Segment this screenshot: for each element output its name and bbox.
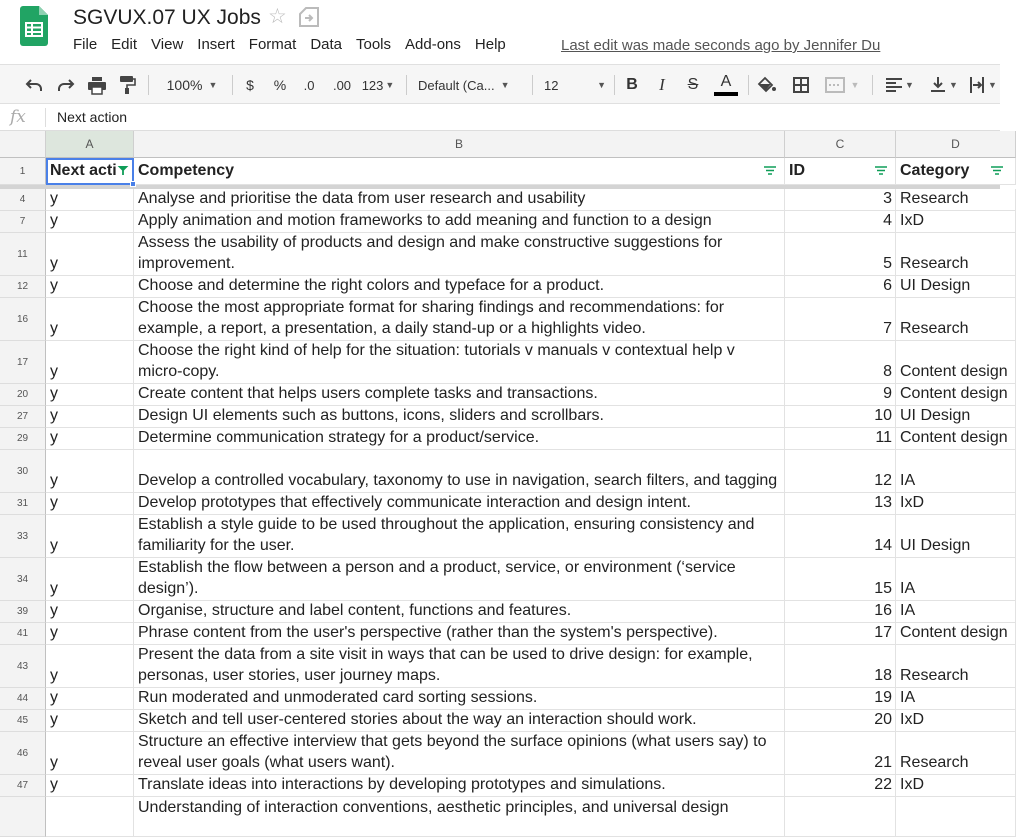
menu-tools[interactable]: Tools <box>356 36 392 53</box>
row-number[interactable]: 47 <box>0 775 46 797</box>
undo-icon <box>25 78 43 92</box>
cell-id[interactable]: 21 <box>785 732 896 775</box>
cell-competency[interactable]: Choose the right kind of help for the situation: tutorials v manuals v contextual help v micro-copy. <box>134 341 785 384</box>
align-left-icon <box>886 78 902 92</box>
cell-next-action[interactable]: y <box>46 384 134 406</box>
filter-icon[interactable] <box>764 166 776 175</box>
spreadsheet-grid <box>0 131 1008 816</box>
cell-category[interactable]: UI Design <box>896 406 1016 428</box>
chevron-down-icon: ▼ <box>597 80 606 90</box>
print-button[interactable] <box>85 65 109 105</box>
row-number[interactable]: 4 <box>0 189 46 211</box>
cell-category[interactable]: IA <box>896 601 1016 623</box>
cell-competency[interactable]: Structure an effective interview that gets beyond the surface opinions (what users say) to reveal user goals (what users want). <box>134 732 785 775</box>
cell-id[interactable]: 9 <box>785 384 896 406</box>
header-id-label: ID <box>789 162 805 179</box>
cell-next-action[interactable]: y <box>46 601 134 623</box>
menu-help[interactable]: Help <box>474 36 506 53</box>
chevron-down-icon: ▼ <box>385 80 395 90</box>
print-icon <box>88 77 106 94</box>
row-number[interactable]: 45 <box>0 710 46 732</box>
cell-category[interactable]: IA <box>896 688 1016 710</box>
toolbar-separator <box>232 75 233 95</box>
formula-divider <box>45 108 46 127</box>
cell-category[interactable]: Content design <box>896 623 1016 645</box>
text-color-letter: A <box>720 73 732 90</box>
cell-competency[interactable]: Understanding of interaction conventions, aesthetic principles, and universal design <box>134 797 785 837</box>
cell-next-action[interactable]: y <box>46 341 134 384</box>
cell-competency[interactable]: Organise, structure and label content, functions and features. <box>134 601 785 623</box>
font-family-value: Default (Ca... <box>418 77 495 93</box>
fill-handle[interactable] <box>130 181 136 187</box>
cell-id[interactable]: 20 <box>785 710 896 732</box>
fill-color-button[interactable] <box>756 65 778 105</box>
zoom-select[interactable] <box>160 65 224 105</box>
cell-competency[interactable]: Phrase content from the user's perspective (rather than the system's perspective). <box>134 623 785 645</box>
cell-competency[interactable]: Translate ideas into interactions by developing prototypes and simulations. <box>134 775 785 797</box>
cell-next-action[interactable]: y <box>46 558 134 601</box>
row-number[interactable]: 20 <box>0 384 46 406</box>
header-competency-label: Competency <box>138 162 235 179</box>
font-size-select[interactable] <box>544 65 606 105</box>
formula-input[interactable]: Next action <box>57 109 128 125</box>
column-header-a[interactable]: A <box>46 131 134 158</box>
cell-competency[interactable]: Analyse and prioritise the data from user research and usability <box>134 189 785 211</box>
menu-insert[interactable]: Insert <box>197 36 235 53</box>
header-cell-category[interactable] <box>896 158 1016 185</box>
borders-button[interactable] <box>790 65 812 105</box>
row-number[interactable]: 1 <box>0 158 46 185</box>
bold-button[interactable]: B <box>626 76 638 93</box>
formula-bar <box>0 104 1000 131</box>
cell-competency[interactable]: Establish a style guide to be used throughout the application, ensuring consistency and familiarity for the user. <box>134 515 785 558</box>
cell-next-action[interactable]: y <box>46 732 134 775</box>
cell-id[interactable]: 3 <box>785 189 896 211</box>
toolbar-separator <box>872 75 873 95</box>
menu-format[interactable]: Format <box>248 36 297 53</box>
text-wrap-icon <box>969 77 985 93</box>
sheets-logo-icon[interactable] <box>20 6 48 46</box>
row-number[interactable]: 44 <box>0 688 46 710</box>
cell-category[interactable]: IA <box>896 450 1016 493</box>
text-wrapping-button[interactable] <box>966 65 1000 105</box>
cell-category[interactable]: Content design <box>896 341 1016 384</box>
cell-next-action[interactable]: y <box>46 493 134 515</box>
cell-competency[interactable]: Choose and determine the right colors and typeface for a product. <box>134 276 785 298</box>
cell-category[interactable]: UI Design <box>896 515 1016 558</box>
column-header-b[interactable]: B <box>134 131 785 158</box>
cell-next-action[interactable]: y <box>46 710 134 732</box>
cell-category[interactable] <box>896 797 1016 837</box>
cell-category[interactable]: Research <box>896 732 1016 775</box>
menu-file[interactable]: File <box>73 36 98 53</box>
select-all-corner[interactable] <box>0 131 46 158</box>
horizontal-align-button[interactable] <box>882 65 918 105</box>
font-size-value: 12 <box>544 77 559 93</box>
last-edit-link[interactable]: Last edit was made seconds ago by Jennifer Du <box>561 37 881 54</box>
header-cell-id[interactable] <box>785 158 896 185</box>
redo-button[interactable] <box>54 65 78 105</box>
cell-next-action[interactable]: y <box>46 233 134 276</box>
cell-id[interactable]: 5 <box>785 233 896 276</box>
paint-format-button[interactable] <box>116 65 140 105</box>
row-number[interactable]: 17 <box>0 341 46 384</box>
cell-id[interactable]: 10 <box>785 406 896 428</box>
row-number[interactable]: 27 <box>0 406 46 428</box>
more-formats-label: 123 <box>361 77 384 93</box>
row-number[interactable]: 12 <box>0 276 46 298</box>
cell-next-action[interactable]: y <box>46 688 134 710</box>
cell-next-action[interactable]: y <box>46 276 134 298</box>
cell-id[interactable]: 17 <box>785 623 896 645</box>
cell-next-action[interactable]: y <box>46 515 134 558</box>
cell-id[interactable]: 6 <box>785 276 896 298</box>
menu-view[interactable]: View <box>151 36 184 53</box>
paint-format-icon <box>120 76 136 94</box>
cell-next-action[interactable]: y <box>46 406 134 428</box>
row-number[interactable]: 29 <box>0 428 46 450</box>
cell-competency[interactable]: Develop prototypes that effectively communicate interaction and design intent. <box>134 493 785 515</box>
cell-id[interactable]: 14 <box>785 515 896 558</box>
menu-addons[interactable]: Add-ons <box>405 36 461 53</box>
cell-category[interactable]: Research <box>896 645 1016 688</box>
row-number[interactable]: 31 <box>0 493 46 515</box>
currency-format-button[interactable]: $ <box>246 77 254 93</box>
cell-id[interactable]: 13 <box>785 493 896 515</box>
cell-id[interactable]: 8 <box>785 341 896 384</box>
cell-next-action[interactable]: y <box>46 623 134 645</box>
move-to-folder-icon[interactable] <box>298 6 320 28</box>
font-family-select[interactable] <box>418 65 524 105</box>
header-cell-competency[interactable] <box>134 158 785 185</box>
paint-bucket-icon <box>758 77 776 93</box>
cell-competency[interactable]: Run moderated and unmoderated card sorting sessions. <box>134 688 785 710</box>
undo-button[interactable] <box>22 65 46 105</box>
cell-competency[interactable]: Present the data from a site visit in ways that can be used to drive design: for example, personas, user stories, user journey maps. <box>134 645 785 688</box>
header-cell-next-action[interactable] <box>46 158 134 185</box>
cell-id[interactable]: 15 <box>785 558 896 601</box>
merge-cells-icon <box>825 77 845 93</box>
menu-bar <box>73 36 520 56</box>
toolbar-separator <box>748 75 749 95</box>
cell-category[interactable]: Research <box>896 298 1016 341</box>
cell-category[interactable]: Content design <box>896 384 1016 406</box>
cell-competency[interactable]: Determine communication strategy for a product/service. <box>134 428 785 450</box>
row-number[interactable]: 33 <box>0 515 46 558</box>
function-icon: fx <box>10 107 26 127</box>
toolbar <box>0 64 1000 104</box>
row-number[interactable]: 39 <box>0 601 46 623</box>
cell-id[interactable]: 11 <box>785 428 896 450</box>
chevron-down-icon: ▼ <box>500 80 510 90</box>
chevron-down-icon: ▼ <box>905 80 914 90</box>
italic-button[interactable]: I <box>659 75 665 94</box>
cell-category[interactable]: IxD <box>896 775 1016 797</box>
cell-id[interactable]: 4 <box>785 211 896 233</box>
row-number[interactable]: 34 <box>0 558 46 601</box>
cell-id[interactable]: 18 <box>785 645 896 688</box>
cell-competency[interactable]: Assess the usability of products and design and make constructive suggestions for improvement. <box>134 233 785 276</box>
align-bottom-icon <box>930 77 946 93</box>
cell-category[interactable]: IxD <box>896 493 1016 515</box>
cell-competency[interactable]: Design UI elements such as buttons, icons, sliders and scrollbars. <box>134 406 785 428</box>
cell-next-action[interactable]: y <box>46 428 134 450</box>
chevron-down-icon: ▼ <box>850 80 860 90</box>
toolbar-separator <box>406 75 407 95</box>
cell-id[interactable]: 16 <box>785 601 896 623</box>
cell-competency[interactable]: Sketch and tell user-centered stories about the way an interaction should work. <box>134 710 785 732</box>
column-header-c[interactable]: C <box>785 131 896 158</box>
row-number[interactable]: 11 <box>0 233 46 276</box>
row-number[interactable]: 43 <box>0 645 46 688</box>
borders-icon <box>793 77 809 93</box>
cell-competency[interactable]: Develop a controlled vocabulary, taxonomy to use in navigation, search filters, and tagging <box>134 450 785 493</box>
vertical-align-button[interactable] <box>926 65 962 105</box>
header-next-action-label: Next acti <box>50 162 117 179</box>
cell-next-action[interactable]: y <box>46 775 134 797</box>
row-number[interactable]: 41 <box>0 623 46 645</box>
filter-active-icon[interactable] <box>117 166 129 175</box>
cell-id[interactable]: 19 <box>785 688 896 710</box>
toolbar-separator <box>614 75 615 95</box>
merge-cells-button[interactable] <box>822 65 862 105</box>
cell-category[interactable]: UI Design <box>896 276 1016 298</box>
cell-category[interactable]: IxD <box>896 710 1016 732</box>
row-number[interactable]: 46 <box>0 732 46 775</box>
more-formats-button[interactable] <box>360 65 396 105</box>
row-number[interactable]: 7 <box>0 211 46 233</box>
header-category-label: Category <box>900 162 970 179</box>
text-color-swatch <box>714 92 738 96</box>
cell-category[interactable]: IxD <box>896 211 1016 233</box>
chevron-down-icon: ▼ <box>949 80 958 90</box>
redo-icon <box>57 78 75 92</box>
title-bar <box>0 0 1000 64</box>
cell-next-action[interactable]: y <box>46 450 134 493</box>
cell-next-action[interactable]: y <box>46 298 134 341</box>
cell-next-action[interactable]: y <box>46 645 134 688</box>
chevron-down-icon: ▼ <box>988 80 997 90</box>
column-header-d[interactable]: D <box>896 131 1016 158</box>
cell-competency[interactable]: Choose the most appropriate format for sharing findings and recommendations: for example, a report, a presentation, a daily stand-up or a highlights video. <box>134 298 785 341</box>
chevron-down-icon: ▼ <box>208 80 218 90</box>
row-number[interactable] <box>0 797 46 837</box>
cell-category[interactable]: Content design <box>896 428 1016 450</box>
cell-id[interactable]: 7 <box>785 298 896 341</box>
cell-next-action[interactable]: y <box>46 189 134 211</box>
cell-category[interactable]: IA <box>896 558 1016 601</box>
zoom-value: 100% <box>166 77 203 93</box>
menu-data[interactable]: Data <box>310 36 342 53</box>
row-number[interactable]: 16 <box>0 298 46 341</box>
cell-competency[interactable]: Apply animation and motion frameworks to add meaning and function to a design <box>134 211 785 233</box>
percent-format-button[interactable]: % <box>273 77 287 93</box>
row-number[interactable]: 30 <box>0 450 46 493</box>
toolbar-separator <box>532 75 533 95</box>
filter-icon[interactable] <box>991 166 1003 175</box>
cell-competency[interactable]: Establish the flow between a person and a product, service, or environment (‘service design’). <box>134 558 785 601</box>
cell-id[interactable]: 22 <box>785 775 896 797</box>
decrease-decimal-button[interactable]: .0 <box>303 77 315 93</box>
filter-icon[interactable] <box>875 166 887 175</box>
cell-category[interactable]: Research <box>896 233 1016 276</box>
cell-category[interactable]: Research <box>896 189 1016 211</box>
strikethrough-button[interactable]: S <box>687 76 699 93</box>
cell-next-action[interactable] <box>46 797 134 837</box>
cell-competency[interactable]: Create content that helps users complete tasks and transactions. <box>134 384 785 406</box>
menu-edit[interactable]: Edit <box>111 36 138 53</box>
star-icon[interactable]: ☆ <box>268 5 287 28</box>
text-color-button[interactable] <box>712 65 740 105</box>
cell-id[interactable]: 12 <box>785 450 896 493</box>
increase-decimal-button[interactable]: .00 <box>332 77 352 93</box>
toolbar-separator <box>148 75 149 95</box>
cell-next-action[interactable]: y <box>46 211 134 233</box>
cell-id[interactable] <box>785 797 896 837</box>
document-title[interactable]: SGVUX.07 UX Jobs <box>73 6 261 29</box>
